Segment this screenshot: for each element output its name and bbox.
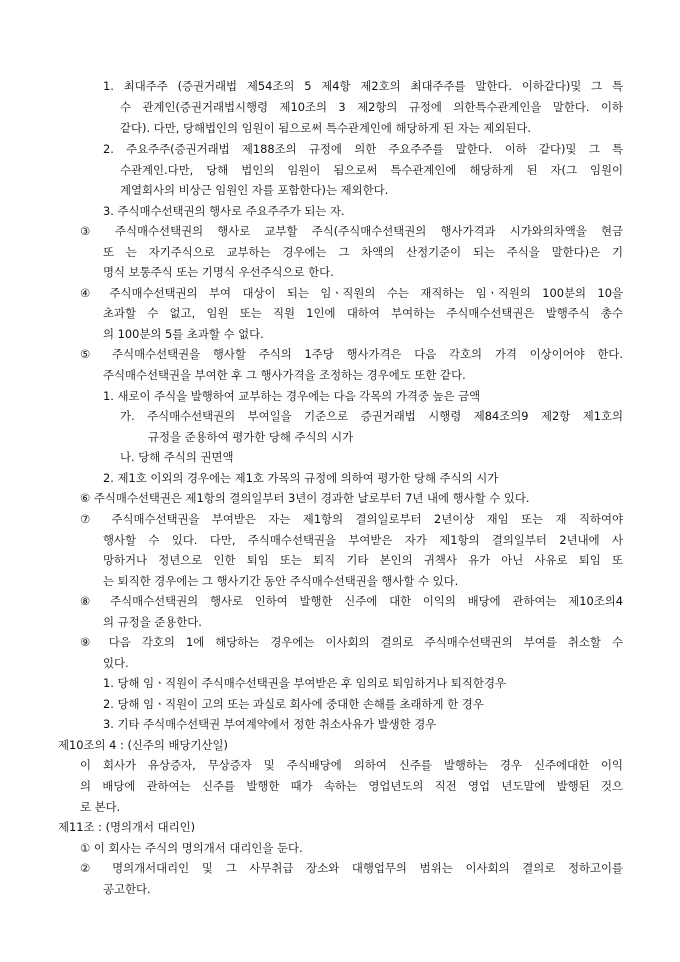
text-line: 는 퇴직한 경우에는 그 행사기간 동안 주식매수선택권을 행사할 수 있다.: [103, 574, 459, 588]
text-line: ⑤ 주식매수선택권을 행사할 주식의 1주당 행사가격은 다음 각호의 가격 이상이어야 한다.: [80, 347, 623, 361]
text-line: 계열회사의 비상근 임원인 자를 포함한다)는 제외한다.: [120, 183, 389, 197]
text-line: 주식매수선택권을 부여한 후 그 행사가격을 조정하는 경우에도 또한 같다.: [103, 368, 466, 382]
text-line: ⑨ 다음 각호의 1에 해당하는 경우에는 이사회의 결의로 주식매수선택권의 부여를 취소할 수: [80, 635, 623, 649]
text-line: 수 관계인(증권거래법시행령 제10조의 3 제2항의 규정에 의한특수관계인을 말한다. 이하: [120, 100, 623, 114]
text-line: 1. 최대주주 (증권거래법 제54조의 5 제4항 제2호의 최대주주를 말한다. 이하같다)및 그 특: [103, 79, 623, 93]
text-line: 공고한다.: [103, 882, 151, 896]
text-line: 1. 당해 임ㆍ직원이 주식매수선택권을 부여받은 후 임의로 퇴임하거나 퇴직한경우: [103, 676, 506, 690]
text-line: 초과할 수 없고, 임원 또는 직원 1인에 대하여 부여하는 주식매수선택권은 발행주식 총수: [103, 306, 623, 320]
text-line: 2. 제1호 이외의 경우에는 제1호 가목의 규정에 의하여 평가한 당해 주식의 시가: [103, 471, 499, 485]
text-line: ① 이 회사는 주식의 명의개서 대리인을 둔다.: [80, 841, 303, 855]
text-line: 망하거나 정년으로 인한 퇴임 또는 퇴직 기타 본인의 귀책사 유가 아닌 사유로 퇴임 또: [103, 553, 623, 567]
text-line: 나. 당해 주식의 권면액: [120, 450, 234, 464]
text-line: 이 회사가 유상증자, 무상증자 및 주식배당에 의하여 신주를 발행하는 경우 신주에대한 이익: [80, 758, 623, 772]
text-line: 있다.: [103, 656, 129, 670]
text-line: ⑦ 주식매수선택권을 부여받은 자는 제1항의 결의일로부터 2년이상 재임 또는 재 직하여야: [80, 512, 623, 526]
text-line: 2. 주요주주(증권거래법 제188조의 규정에 의한 주요주주를 말한다. 이하 같다)및 그 특: [103, 142, 623, 156]
article-heading: 제10조의 4 : (신주의 배당기산일): [58, 738, 228, 752]
text-line: 의 규정을 준용한다.: [103, 615, 202, 629]
text-line: 1. 새로이 주식을 발행하여 교부하는 경우에는 다음 각목의 가격중 높은 금액: [103, 389, 481, 403]
text-line: 또 는 자기주식으로 교부하는 경우에는 그 차액의 산정기준이 되는 주식을 말한다)은 기: [103, 245, 623, 259]
text-line: 행사할 수 있다. 다만, 주식매수선택권을 부여받은 자가 제1항의 결의일부터 2년내에 사: [103, 533, 623, 547]
text-line: ⑥ 주식매수선택권은 제1항의 결의일부터 3년이 경과한 날로부터 7년 내에 행사할 수 있다.: [80, 491, 530, 505]
article-heading: 제11조 : (명의개서 대리인): [58, 820, 196, 834]
text-line: 규정을 준용하여 평가한 당해 주식의 시가: [148, 430, 354, 444]
text-line: 같다). 다만, 당해법인의 임원이 됨으로써 특수관계인에 해당하게 된 자는 제외된다.: [120, 121, 532, 135]
text-line: 3. 기타 주식매수선택권 부여계약에서 정한 취소사유가 발생한 경우: [103, 717, 437, 731]
text-line: ③ 주식매수선택권의 행사로 교부할 주식(주식매수선택권의 행사가격과 시가와의차액을 현금: [80, 224, 623, 238]
text-line: ⑧ 주식매수선택권의 행사로 인하여 발행한 신주에 대한 이익의 배당에 관하여는 제10조의4: [80, 594, 623, 608]
text-line: 3. 주식매수선택권의 행사로 주요주주가 되는 자.: [103, 204, 345, 218]
text-line: 명식 보통주식 또는 기명식 우선주식으로 한다.: [103, 265, 334, 279]
text-line: 로 본다.: [80, 800, 121, 814]
text-line: 가. 주식매수선택권의 부여일을 기준으로 증권거래법 시행령 제84조의9 제2항 제1호의: [120, 409, 623, 423]
text-line: ④ 주식매수선택권의 부여 대상이 되는 임ㆍ직원의 수는 재직하는 임ㆍ직원의 100분의 10을: [80, 286, 623, 300]
text-line: 의 100분의 5를 초과할 수 없다.: [103, 327, 264, 341]
text-line: 2. 당해 임ㆍ직원이 고의 또는 과실로 회사에 중대한 손해를 초래하게 한 경우: [103, 697, 484, 711]
text-line: 수관계인.다만, 당해 법인의 임원이 됨으로써 특수관계인에 해당하게 된 자(그 임원이: [120, 163, 623, 177]
text-line: 의 배당에 관하여는 신주를 발행한 때가 속하는 영업년도의 직전 영업 년도말에 발행된 것으: [80, 779, 623, 793]
text-line: ② 명의개서대리인 및 그 사무취급 장소와 대행업무의 범위는 이사회의 결의로 정하고이를: [80, 861, 623, 875]
